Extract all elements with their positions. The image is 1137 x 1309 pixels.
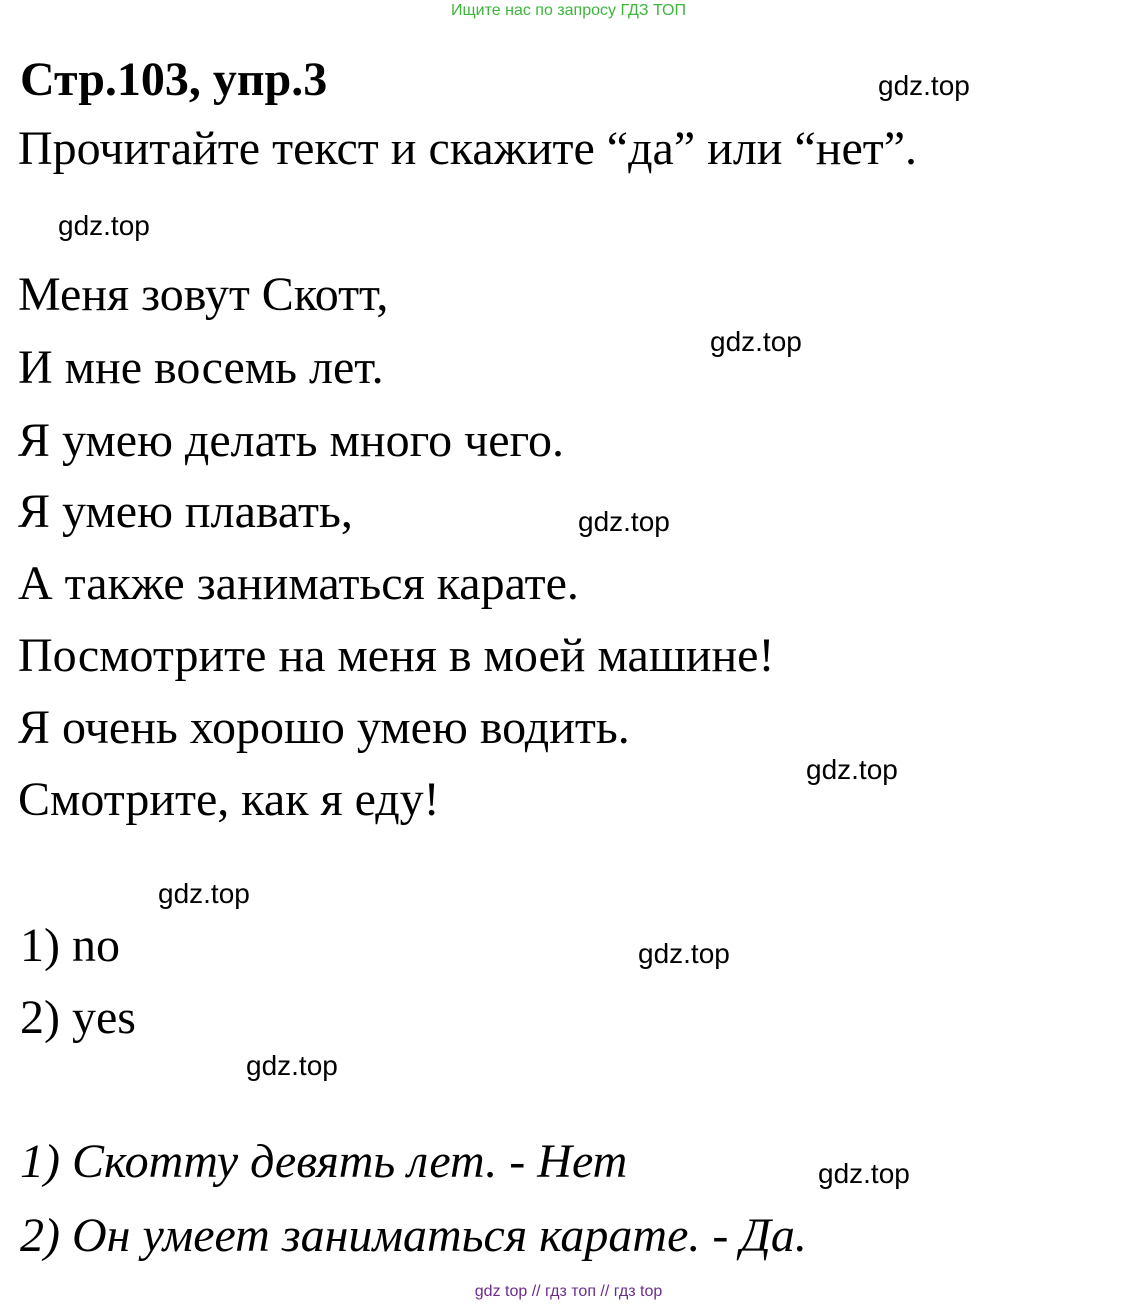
- translation-line: 2) Он умеет заниматься карате. - Да.: [20, 1209, 807, 1262]
- watermark: gdz.top: [638, 938, 730, 969]
- poem-line: А также заниматься карате.: [18, 557, 579, 610]
- top-banner[interactable]: Ищите нас по запросу ГДЗ ТОП: [451, 2, 686, 19]
- watermark: gdz.top: [710, 326, 802, 357]
- answer-line: 2) yes: [20, 991, 136, 1044]
- poem-line: Смотрите, как я еду!: [18, 773, 440, 826]
- watermark: gdz.top: [578, 506, 670, 537]
- poem-line: И мне восемь лет.: [18, 341, 384, 394]
- answer-line: 1) no: [20, 919, 120, 972]
- watermark: gdz.top: [58, 210, 150, 241]
- poem-line: Я очень хорошо умею водить.: [18, 701, 630, 754]
- watermark: gdz.top: [246, 1050, 338, 1081]
- watermark: gdz.top: [806, 754, 898, 785]
- poem-line: Я умею плавать,: [18, 485, 353, 538]
- footer-links[interactable]: gdz top // гдз топ // гдз top: [474, 1283, 663, 1300]
- watermark: gdz.top: [818, 1158, 910, 1189]
- watermark: gdz.top: [158, 878, 250, 909]
- translation-line: 1) Скотту девять лет. - Нет: [20, 1135, 628, 1188]
- page-title: Стр.103, упр.3: [20, 53, 328, 106]
- poem-line: Посмотрите на меня в моей машине!: [18, 629, 775, 682]
- poem-line: Меня зовут Скотт,: [18, 268, 389, 321]
- poem-line: Я умею делать много чего.: [18, 414, 565, 467]
- task-instruction: Прочитайте текст и скажите “да” или “нет”.: [18, 122, 918, 175]
- watermark: gdz.top: [878, 70, 970, 101]
